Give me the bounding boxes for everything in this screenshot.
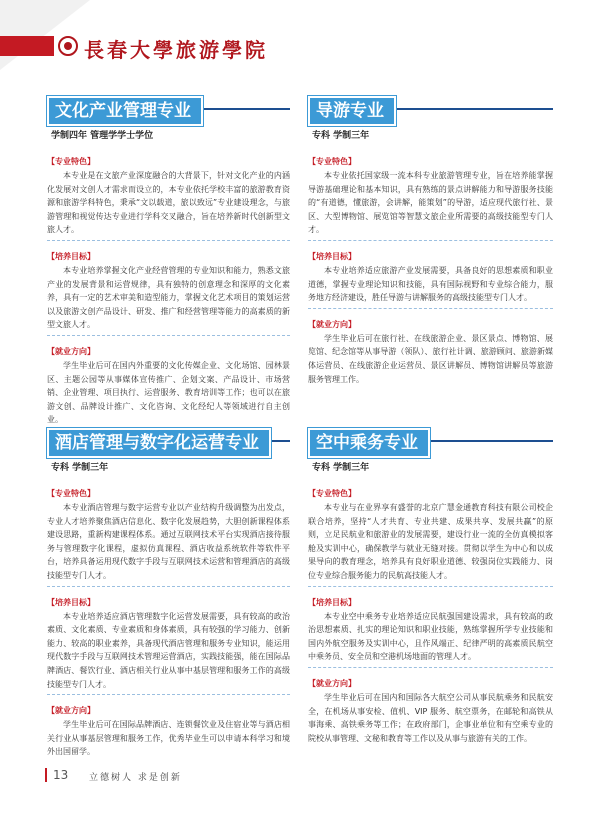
block-label: 【专业特色】 [47,489,95,498]
section-subtitle: 专科 学制三年 [51,463,109,473]
block-label: 【就业方向】 [47,706,95,716]
block-text: 学生毕业后可在国内外重要的文化传媒企业、文化场馆、园林景区、主题公园等从事媒体宣传推广、企划文案、产品设计、市场营销、企业管理、项目执行、运营服务、教育培训等工作；也可以在旅游文创、品牌设计推广、文化咨询、文化经纪人等领域进行自主创业。 [47,360,290,425]
section-title-bar [47,428,290,454]
block-text: 本专业培养适应酒店管理数字化运营发展需要，具有较高的政治素质、文化素质、专业素质和身体素质，具有较强的学习能力、创新能力、较高的职业素养，具备现代酒店管理和服务专业知识，能运用现代数字手段与互联网技术管理运营酒店，实践技能强，能在国际品牌酒店、餐饮行业、酒店相关行业从事中基层管理和服务工作的高级技能型专门人才。 [47,611,290,689]
page-footer [45,768,565,788]
block-text: 本专业空中乘务专业培养适应民航强国建设需求，具有较高的政治思想素质、扎实的理论知识和职业技能，熟练掌握所学专业技能和国内外航空服务及实训中心，且作风端正、纪律严明的高素质民航空中乘务员、安全员和空港机场地面的管理人才。 [308,611,553,662]
block-text: 学生毕业后可在国际品牌酒店、连锁餐饮业及住宿业等与酒店相关行业从事基层管理和服务工作，优秀毕业生可以申请本科学习和境外出国留学。 [47,720,290,757]
header-red-band [0,36,54,56]
divider [47,335,290,336]
block-text: 本专业是在文旅产业深度融合的大背景下，针对文化产业的内涵化发展对文创人才需求而设立的，本专业依托学校丰富的旅游教育资源和旅游学科特色，秉承“文以载道，旅以致远”专业建设理念，与旅游管理和视觉传达专业进行学科交叉融合，旨在培养新时代创新型文旅人才。 [47,171,290,235]
section-flight-attendant [308,428,553,747]
section-title-bar [308,428,553,454]
divider [47,694,290,695]
header-decoration [0,0,90,70]
block-label: 【培养目标】 [47,597,95,607]
divider [47,586,290,587]
section-hotel-management [47,428,290,761]
block-text: 本专业与在业界享有盛誉的北京广慧金通教育科技有限公司校企联合培养，坚持“人才共育、专业共建、成果共享、发展共赢”的原则，立足民航业和旅游业的发展需要，建设行业一流的全仿真模拟客舱及实训中心，确保教学与就业无缝对接。贯彻以学生为中心和以成果导向的教育理念，培养具有良好职业道德、较强岗位实践能力、岗位专业综合服务能力的民航高技能人才。 [308,503,553,580]
page-number: 13 [45,768,68,782]
footer-motto: 立德树人 求是创新 [89,773,182,783]
section-title: 酒店管理与数字化运营专业 [47,428,271,458]
block-label: 【专业特色】 [47,157,95,166]
section-subtitle: 专科 学制三年 [312,463,370,473]
block-label: 【就业方向】 [308,319,356,329]
section-title: 导游专业 [308,96,396,126]
divider [308,240,553,241]
section-cultural-industry [47,96,290,429]
section-subtitle: 学制四年 管理学学士学位 [51,131,154,141]
block-label: 【培养目标】 [47,251,95,261]
block-label: 【培养目标】 [308,251,356,261]
section-title-bar [47,96,290,122]
block-label: 【就业方向】 [308,678,356,688]
section-subtitle: 专科 学制三年 [312,131,370,141]
block-text: 本专业培养掌握文化产业经营管理的专业知识和能力，熟悉文旅产业的发展背景和运营规律，具有独特的创意理念和深厚的文化素养，具有一定的艺术审美和造型能力，掌握文化艺术项目的策划运营以及旅游文创产品设计、研发、推广和经营管理等能力的高素质的新型文旅人才。 [47,265,290,330]
block-text: 学生毕业后可在国内和国际各大航空公司从事民航乘务和民航安全，在机场从事安检、值机、VIP 服务、航空票务，在邮轮和高铁从事海乘、高铁乘务等工作；在政府部门，企事业单位和有空乘专业的院校从事管理、文秘和教育等工作以及从事与旅游有关的工作。 [308,692,553,743]
block-text: 本专业培养适应旅游产业发展需要，具备良好的思想素质和职业道德，掌握专业理论知识和技能，具有国际视野和专业综合能力，服务地方经济建设，胜任导游与讲解服务的高级技能型专门人才。 [308,265,553,303]
school-name: 長春大學旅游學院 [84,38,268,62]
section-title-bar [308,96,553,122]
divider [308,667,553,668]
page-header [0,0,599,70]
section-title: 空中乘务专业 [308,428,430,458]
block-text: 学生毕业后可在旅行社、在线旅游企业、景区景点、博物馆、展览馆、纪念馆等从事导游（领队）、旅行社计调、旅游顾问、旅游新媒体运营员、在线旅游企业运营员、景区讲解员、博物馆讲解员等旅游服务管理工作。 [308,333,553,384]
section-title: 文化产业管理专业 [47,96,203,126]
block-text: 本专业依托国家级一流本科专业旅游管理专业，旨在培养能掌握导游基础理论和基本知识，具有熟练的景点讲解能力和导游服务技能的“有道德，懂旅游，会讲解，能策划”的导游，适应现代旅行社、景区、大型博物馆、展览馆等智慧文旅企业所需要的高级技能型专门人才。 [308,171,553,235]
school-logo-icon [58,36,78,56]
block-label: 【专业特色】 [308,157,356,166]
block-label: 【培养目标】 [308,597,356,607]
divider [308,308,553,309]
section-tour-guide [308,96,553,388]
block-label: 【就业方向】 [47,346,95,356]
divider [308,586,553,587]
block-text: 本专业酒店管理与数字运营专业以产业结构升级调整为出发点，专业人才培养聚焦酒店信息化、数字化发展趋势，大胆创新课程体系建设思路，重新构建课程体系。通过互联网技术平台实现酒店接待服务与管理数字化课程，虚拟仿真课程、酒店收益系统软件等软件平台，培养具备运用现代数字手段与互联网技术运营和管理酒店的高级技能型专门人才。 [47,503,290,580]
block-label: 【专业特色】 [308,489,356,498]
divider [47,240,290,241]
